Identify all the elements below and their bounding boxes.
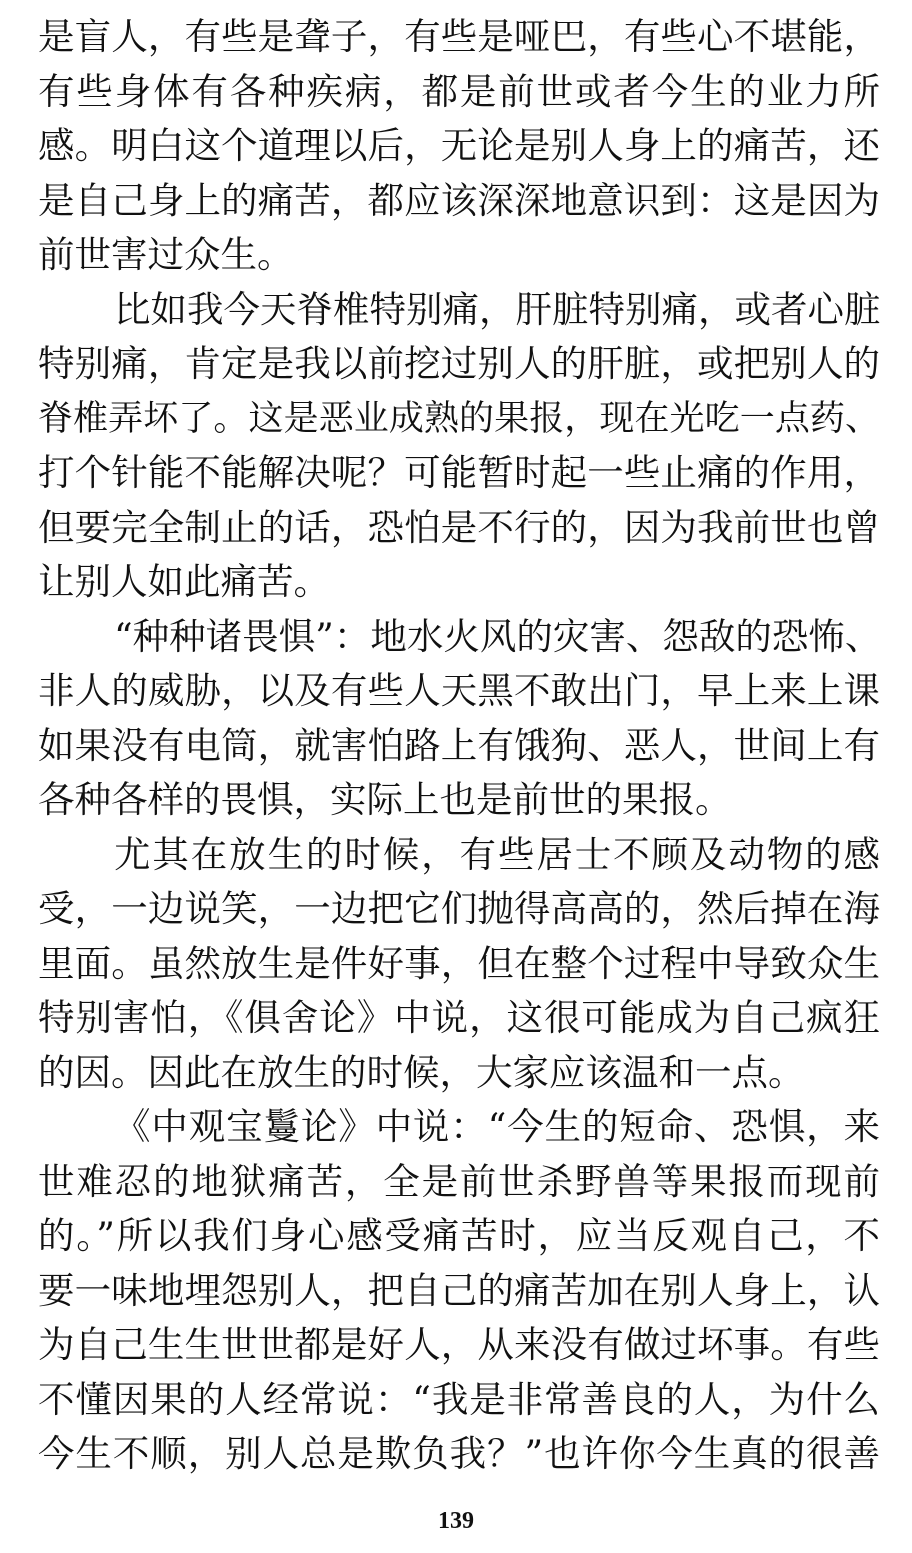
text-line: 但要完全制止的话，恐怕是不行的，因为我前世也曾 — [38, 505, 880, 549]
text-line: 里面。虽然放生是件好事，但在整个过程中导致众生 — [38, 941, 880, 985]
text-line: 要一味地埋怨别人，把自己的痛苦加在别人身上，认 — [38, 1268, 880, 1312]
text-line: 如果没有电筒，就害怕路上有饿狗、恶人，世间上有 — [38, 723, 880, 767]
paragraph-first-line: 《中观宝鬘论》中说：“今生的短命、恐惧，来 — [114, 1105, 880, 1148]
text-line: 各种各样的畏惧，实际上也是前世的果报。 — [38, 778, 732, 821]
text-line: 特别害怕，《俱舍论》中说，这很可能成为自己疯狂 — [38, 996, 880, 1039]
text-line: 让别人如此痛苦。 — [38, 560, 330, 603]
text-line: 世难忍的地狱痛苦，全是前世杀野兽等果报而现前 — [38, 1159, 880, 1203]
text-line: 的因。因此在放生的时候，大家应该温和一点。 — [38, 1050, 805, 1094]
page-number: 139 — [438, 1508, 474, 1534]
paragraph-first-line: 比如我今天脊椎特别痛，肝脏特别痛，或者心脏 — [114, 287, 881, 331]
paragraph-first-line: “种种诸畏惧”：地水火风的灾害、怨敌的恐怖、 — [114, 614, 882, 658]
text-line: 受，一边说笑，一边把它们抛得高高的，然后掉在海 — [38, 887, 880, 930]
text-line: 特别痛，肯定是我以前挖过别人的肝脏，或把别人的 — [38, 342, 880, 385]
text-line: 脊椎弄坏了。这是恶业成熟的果报，现在光吃一点药、 — [38, 398, 880, 439]
text-line: 为自己生生世世都是好人，从来没有做过坏事。有些 — [38, 1323, 880, 1366]
text-line: 有些身体有各种疾病，都是前世或者今生的业力所 — [38, 69, 880, 113]
text-line: 感。明白这个道理以后，无论是别人身上的痛苦，还 — [38, 124, 880, 167]
body-text — [38, 10, 880, 1482]
text-line: 打个针能不能解决呢？可能暂时起一些止痛的作用， — [38, 451, 880, 494]
text-line: 是盲人，有些是聋子，有些是哑巴，有些心不堪能， — [38, 15, 880, 58]
paragraph-first-line: 尤其在放生的时候，有些居士不顾及动物的感 — [114, 832, 880, 876]
text-line: 不懂因果的人经常说：“我是非常善良的人，为什么 — [38, 1377, 880, 1421]
text-line: 前世害过众生。 — [38, 233, 294, 276]
text-line: 的。”所以我们身心感受痛苦时，应当反观自己，不 — [38, 1214, 880, 1257]
text-line: 非人的威胁，以及有些人天黑不敢出门，早上来上课 — [38, 669, 880, 712]
text-line: 是自己身上的痛苦，都应该深深地意识到：这是因为 — [38, 178, 880, 222]
text-line: 今生不顺，别人总是欺负我？”也许你今生真的很善 — [38, 1432, 880, 1475]
